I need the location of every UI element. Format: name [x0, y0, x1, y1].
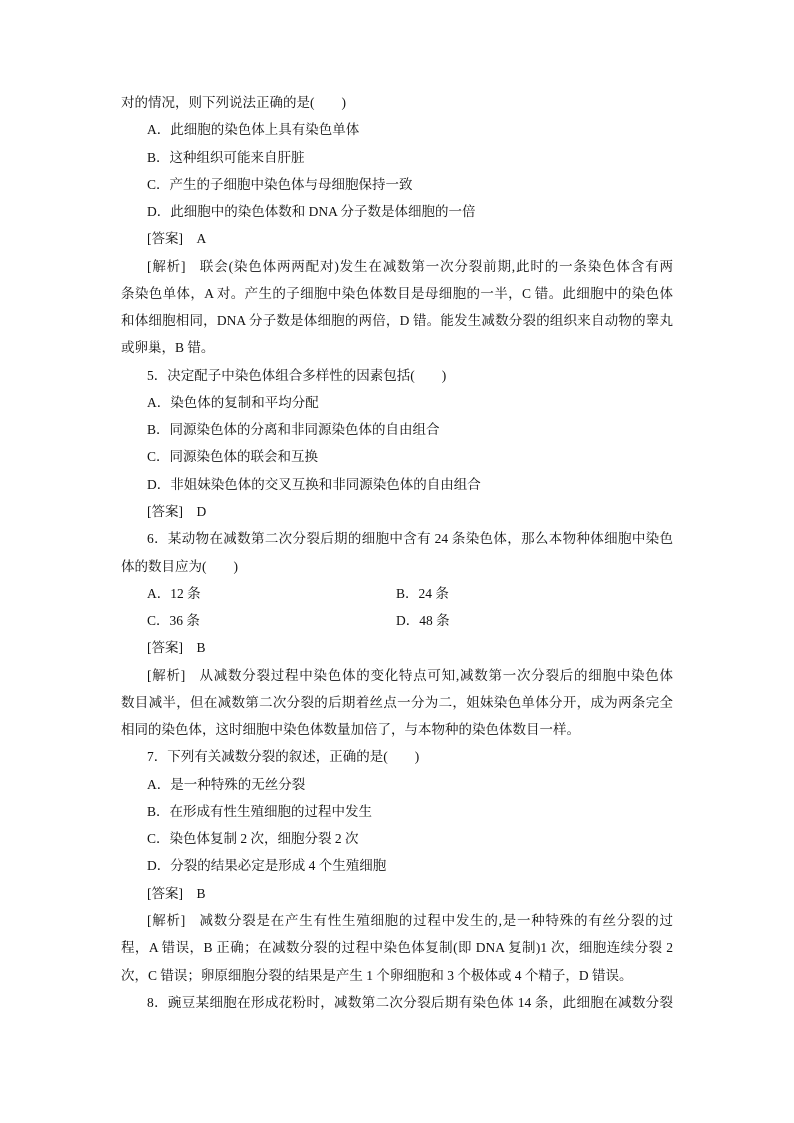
q7-option-a: A．是一种特殊的无丝分裂	[147, 776, 306, 792]
q7-option-d: D．分裂的结果必定是形成 4 个生殖细胞	[147, 858, 387, 874]
q5-stem: 5．决定配子中染色体组合多样性的因素包括( )	[147, 367, 447, 383]
q5-answer: D	[196, 503, 207, 519]
q6-stem-line-1: 6．某动物在减数第二次分裂后期的细胞中含有 24 条染色体，那么本物种体细胞中染色	[147, 531, 673, 547]
q7-answer-label: [答案]	[147, 885, 183, 901]
q4-stem-tail: 对的情况，则下列说法正确的是( )	[121, 95, 346, 110]
q7-analysis-line-2: 程，A 错误，B 正确；在减数分裂的过程中染色体复制(即 DNA 复制)1 次，细胞连续分裂 2	[121, 940, 673, 956]
q5-option-c: C．同源染色体的联会和互换	[147, 449, 319, 465]
q4-option-a: A．此细胞的染色体上具有染色单体	[147, 122, 360, 138]
q6-options-row-2	[121, 607, 673, 634]
q6-analysis-line-2: 数目减半，但在减数第二次分裂的后期着丝点一分为二，姐妹染色单体分开，成为两条完全	[121, 694, 673, 710]
q4-analysis-line-2: 条染色单体，A 对。产生的子细胞中染色体数目是母细胞的一半，C 错。此细胞中的染色体	[121, 285, 673, 301]
q4-analysis-line-1	[121, 253, 673, 280]
q4-answer-label: [答案]	[147, 231, 183, 247]
q7-analysis-text-1: 减数分裂是在产生有性生殖细胞的过程中发生的,是一种特殊的有丝分裂的过	[198, 912, 673, 928]
q4-analysis-label: [解析]	[147, 258, 186, 274]
q4-analysis-line-4: 或卵巢，B 错。	[121, 340, 215, 356]
q4-answer-line	[121, 225, 673, 252]
q6-analysis-line-3: 相同的染色体，这时细胞中染色体数量加倍了，与本物种的染色体数目一样。	[121, 722, 580, 738]
q4-option-c: C．产生的子细胞中染色体与母细胞保持一致	[147, 176, 413, 192]
q7-analysis-line-3: 次，C 错误；卵原细胞分裂的结果是产生 1 个卵细胞和 3 个极体或 4 个精子，D 错误。	[121, 967, 633, 983]
q4-option-d: D．此细胞中的染色体数和 DNA 分子数是体细胞的一倍	[147, 204, 476, 220]
q6-option-d: D．48 条	[396, 613, 450, 629]
q6-option-c: C．36 条	[147, 613, 200, 629]
q6-answer-line	[121, 634, 673, 661]
q6-stem-line-2: 体的数目应为( )	[121, 558, 238, 574]
q7-analysis-line-1	[121, 907, 673, 934]
q7-option-b: B．在形成有性生殖细胞的过程中发生	[147, 803, 373, 819]
q8-stem-line-1: 8．豌豆某细胞在形成花粉时，减数第二次分裂后期有染色体 14 条，此细胞在减数分裂	[147, 994, 673, 1010]
q5-answer-line	[121, 498, 673, 525]
q7-analysis-label: [解析]	[147, 912, 186, 928]
q4-analysis-line-3: 和体细胞相同，DNA 分子数是体细胞的两倍，D 错。能发生减数分裂的组织来自动物的睾丸	[121, 313, 673, 329]
page-content	[121, 89, 673, 1016]
q6-option-b: B．24 条	[396, 585, 449, 601]
q4-analysis-text-1: 联会(染色体两两配对)发生在减数第一次分裂前期,此时的一条染色体含有两	[199, 258, 673, 274]
q7-answer: B	[196, 885, 206, 901]
q6-analysis-label: [解析]	[147, 667, 186, 683]
q6-answer-label: [答案]	[147, 640, 183, 656]
q5-option-d: D．非姐妹染色体的交叉互换和非同源染色体的自由组合	[147, 476, 481, 492]
q4-option-b: B．这种组织可能来自肝脏	[147, 149, 305, 165]
q6-analysis-line-1	[121, 662, 673, 689]
q6-answer: B	[196, 640, 206, 656]
q6-option-a: A．12 条	[147, 585, 201, 601]
q7-stem: 7．下列有关减数分裂的叙述，正确的是( )	[147, 749, 420, 765]
q5-option-a: A．染色体的复制和平均分配	[147, 394, 319, 410]
q6-analysis-text-1: 从减数分裂过程中染色体的变化特点可知,减数第一次分裂后的细胞中染色体	[198, 667, 673, 683]
q5-option-b: B．同源染色体的分离和非同源染色体的自由组合	[147, 422, 440, 438]
q5-answer-label: [答案]	[147, 503, 183, 519]
q7-option-c: C．染色体复制 2 次，细胞分裂 2 次	[147, 831, 359, 847]
q6-options-row-1	[121, 580, 673, 607]
q4-answer: A	[196, 231, 207, 247]
q7-answer-line	[121, 880, 673, 907]
